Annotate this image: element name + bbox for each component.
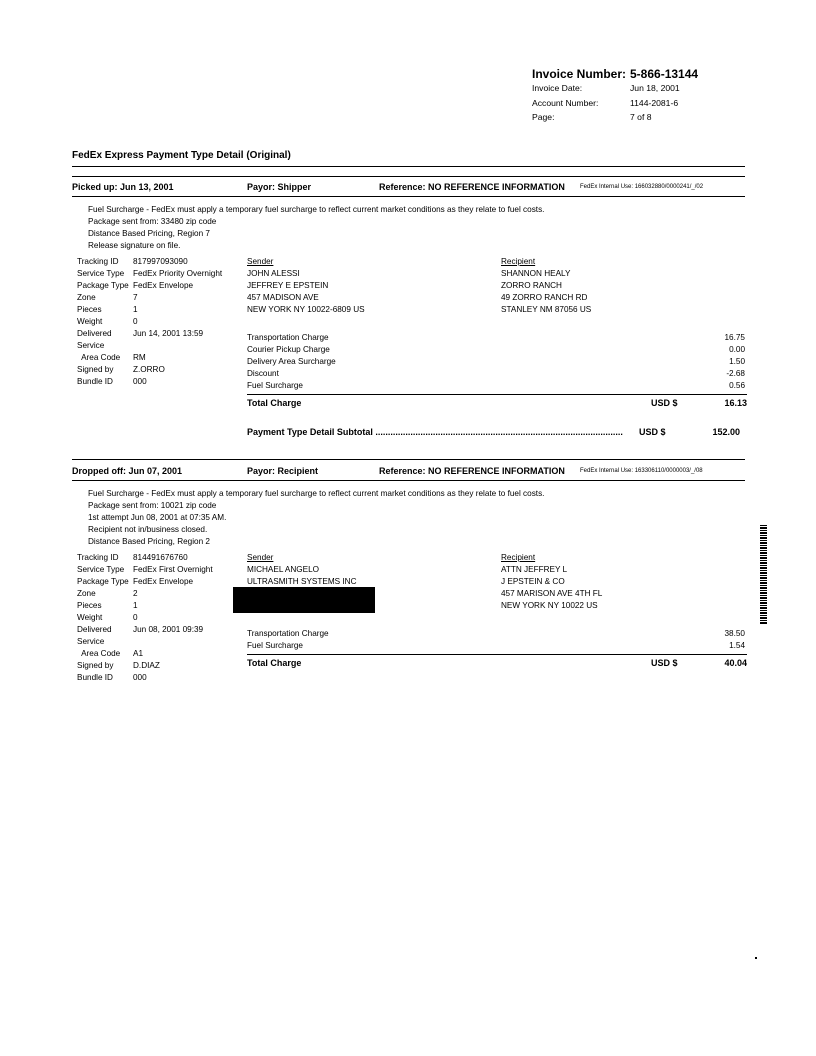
note: Release signature on file. bbox=[88, 241, 181, 250]
details-values bbox=[133, 552, 213, 684]
detail-label: Service bbox=[77, 341, 105, 350]
recipient-line: 49 ZORRO RANCH RD bbox=[501, 293, 588, 302]
detail-label: Area Code bbox=[77, 353, 121, 362]
charge-labels bbox=[247, 628, 329, 652]
payor: Payor: Recipient bbox=[247, 466, 319, 476]
currency: USD $ bbox=[651, 658, 678, 668]
detail-label: Bundle ID bbox=[77, 673, 113, 682]
signed-by: D.DIAZ bbox=[133, 661, 160, 670]
detail-label: Service bbox=[77, 637, 105, 646]
service bbox=[133, 636, 213, 648]
area-code: RM bbox=[133, 353, 146, 362]
divider bbox=[72, 480, 745, 481]
sender-line: MICHAEL ANGELO bbox=[247, 565, 320, 574]
internal-use: FedEx Internal Use: 163306110/0000003/_/08 bbox=[580, 468, 703, 474]
internal-use: FedEx Internal Use: 166032880/0000241/_/02 bbox=[580, 184, 704, 190]
currency: USD $ bbox=[651, 398, 678, 408]
charge-amounts bbox=[660, 332, 745, 392]
detail-label: Zone bbox=[77, 293, 96, 302]
recipient-label: Recipient bbox=[501, 553, 536, 562]
invoice-number: 5-866-13144 bbox=[630, 67, 699, 81]
details-labels bbox=[77, 256, 129, 388]
note: Distance Based Pricing, Region 7 bbox=[88, 229, 210, 238]
page-number: 7 of 8 bbox=[630, 112, 652, 122]
charge-label: Fuel Surcharge bbox=[247, 641, 303, 650]
total-charge: 40.04 bbox=[724, 658, 747, 668]
account-number: 1144-2081-6 bbox=[630, 98, 679, 108]
delivered: Jun 14, 2001 13:59 bbox=[133, 329, 204, 338]
note: Distance Based Pricing, Region 2 bbox=[88, 537, 210, 546]
barcode bbox=[760, 525, 767, 625]
tracking-id: 814491676760 bbox=[133, 553, 188, 562]
detail-label: Weight bbox=[77, 317, 103, 326]
charge-amount: -2.68 bbox=[726, 369, 745, 378]
page-label: Page: bbox=[532, 112, 555, 122]
note: Fuel Surcharge - FedEx must apply a temporary fuel surcharge to reflect current market conditions as they relate to fuel costs. bbox=[88, 489, 545, 498]
service bbox=[133, 340, 222, 352]
recipient-label: Recipient bbox=[501, 257, 536, 266]
detail-label: Tracking ID bbox=[77, 257, 119, 266]
note: Package sent from: 10021 zip code bbox=[88, 501, 217, 510]
total-label: Total Charge bbox=[247, 658, 302, 668]
redaction-block bbox=[233, 587, 375, 613]
divider bbox=[72, 166, 745, 167]
pieces: 1 bbox=[133, 305, 138, 314]
charge-amount: 0.00 bbox=[729, 345, 745, 354]
charge-label: Discount bbox=[247, 369, 279, 378]
subtotal-amount: 152.00 bbox=[712, 427, 740, 437]
detail-label: Tracking ID bbox=[77, 553, 119, 562]
detail-label: Weight bbox=[77, 613, 103, 622]
sender-line: JEFFREY E EPSTEIN bbox=[247, 281, 329, 290]
divider bbox=[72, 176, 745, 177]
pieces: 1 bbox=[133, 601, 138, 610]
invoice-number-label: Invoice Number: bbox=[532, 67, 627, 81]
sender-line: NEW YORK NY 10022-6809 US bbox=[247, 305, 365, 314]
detail-label: Signed by bbox=[77, 365, 114, 374]
recipient-line: ZORRO RANCH bbox=[501, 281, 562, 290]
details-labels bbox=[77, 552, 129, 684]
charge-amounts bbox=[660, 628, 745, 652]
zone: 7 bbox=[133, 293, 138, 302]
subtotal-currency: USD $ bbox=[639, 427, 666, 437]
detail-label: Pieces bbox=[77, 601, 102, 610]
note: Package sent from: 33480 zip code bbox=[88, 217, 217, 226]
detail-label: Delivered bbox=[77, 329, 112, 338]
divider bbox=[72, 459, 745, 460]
delivered: Jun 08, 2001 09:39 bbox=[133, 625, 204, 634]
recipient-line: J EPSTEIN & CO bbox=[501, 577, 565, 586]
bundle-id: 000 bbox=[133, 377, 147, 386]
total-label: Total Charge bbox=[247, 398, 302, 408]
sender-block bbox=[247, 256, 365, 316]
detail-label: Package Type bbox=[77, 281, 129, 290]
charge-amount: 1.50 bbox=[729, 357, 745, 366]
sender-line: JOHN ALESSI bbox=[247, 269, 300, 278]
divider bbox=[247, 654, 747, 655]
charge-label: Delivery Area Surcharge bbox=[247, 357, 336, 366]
divider bbox=[72, 196, 745, 197]
section-title: FedEx Express Payment Type Detail (Original) bbox=[72, 150, 291, 161]
service-type: FedEx Priority Overnight bbox=[133, 269, 223, 278]
charge-label: Courier Pickup Charge bbox=[247, 345, 330, 354]
total-charge: 16.13 bbox=[724, 398, 747, 408]
dropoff-date: Dropped off: Jun 07, 2001 bbox=[72, 466, 183, 476]
area-code: A1 bbox=[133, 649, 144, 658]
charge-label: Transportation Charge bbox=[247, 629, 329, 638]
charge-amount: 16.75 bbox=[724, 333, 745, 342]
invoice-date-label: Invoice Date: bbox=[532, 83, 583, 93]
recipient-line: SHANNON HEALY bbox=[501, 269, 571, 278]
note: Recipient not in/business closed. bbox=[88, 525, 208, 534]
detail-label: Package Type bbox=[77, 577, 129, 586]
detail-label: Pieces bbox=[77, 305, 102, 314]
detail-label: Bundle ID bbox=[77, 377, 113, 386]
charge-amount: 1.54 bbox=[729, 641, 745, 650]
service-type: FedEx First Overnight bbox=[133, 565, 213, 574]
page-dot bbox=[755, 957, 757, 959]
detail-label: Delivered bbox=[77, 625, 112, 634]
charge-labels bbox=[247, 332, 336, 392]
package-type: FedEx Envelope bbox=[133, 577, 194, 586]
detail-label: Signed by bbox=[77, 661, 114, 670]
invoice-date: Jun 18, 2001 bbox=[630, 83, 680, 93]
charge-amount: 38.50 bbox=[724, 629, 745, 638]
signed-by: Z.ORRO bbox=[133, 365, 165, 374]
recipient-line: ATTN JEFFREY L bbox=[501, 565, 568, 574]
detail-label: Service Type bbox=[77, 565, 125, 574]
detail-label: Service Type bbox=[77, 269, 125, 278]
bundle-id: 000 bbox=[133, 673, 147, 682]
tracking-id: 817997093090 bbox=[133, 257, 188, 266]
pickup-date: Picked up: Jun 13, 2001 bbox=[72, 182, 174, 192]
zone: 2 bbox=[133, 589, 138, 598]
charge-label: Fuel Surcharge bbox=[247, 381, 303, 390]
sender-line: 457 MADISON AVE bbox=[247, 293, 319, 302]
package-type: FedEx Envelope bbox=[133, 281, 194, 290]
detail-label: Area Code bbox=[77, 649, 121, 658]
recipient-line: 457 MARISON AVE 4TH FL bbox=[501, 589, 603, 598]
charge-label: Transportation Charge bbox=[247, 333, 329, 342]
note: 1st attempt Jun 08, 2001 at 07:35 AM. bbox=[88, 513, 227, 522]
weight: 0 bbox=[133, 317, 138, 326]
sender-line: ULTRASMITH SYSTEMS INC bbox=[247, 577, 357, 586]
sender-block bbox=[247, 552, 356, 588]
recipient-line: STANLEY NM 87056 US bbox=[501, 305, 592, 314]
reference: Reference: NO REFERENCE INFORMATION bbox=[379, 182, 565, 192]
divider bbox=[247, 394, 747, 395]
note: Fuel Surcharge - FedEx must apply a temporary fuel surcharge to reflect current market conditions as they relate to fuel costs. bbox=[88, 205, 545, 214]
account-number-label: Account Number: bbox=[532, 98, 599, 108]
reference: Reference: NO REFERENCE INFORMATION bbox=[379, 466, 565, 476]
subtotal-label: Payment Type Detail Subtotal ................................................................................................... bbox=[247, 427, 623, 437]
recipient-block bbox=[501, 256, 591, 316]
sender-label: Sender bbox=[247, 553, 274, 562]
recipient-line: NEW YORK NY 10022 US bbox=[501, 601, 598, 610]
payor: Payor: Shipper bbox=[247, 182, 312, 192]
weight: 0 bbox=[133, 613, 138, 622]
details-values bbox=[133, 256, 222, 388]
sender-label: Sender bbox=[247, 257, 274, 266]
charge-amount: 0.56 bbox=[729, 381, 745, 390]
recipient-block bbox=[501, 552, 602, 612]
detail-label: Zone bbox=[77, 589, 96, 598]
